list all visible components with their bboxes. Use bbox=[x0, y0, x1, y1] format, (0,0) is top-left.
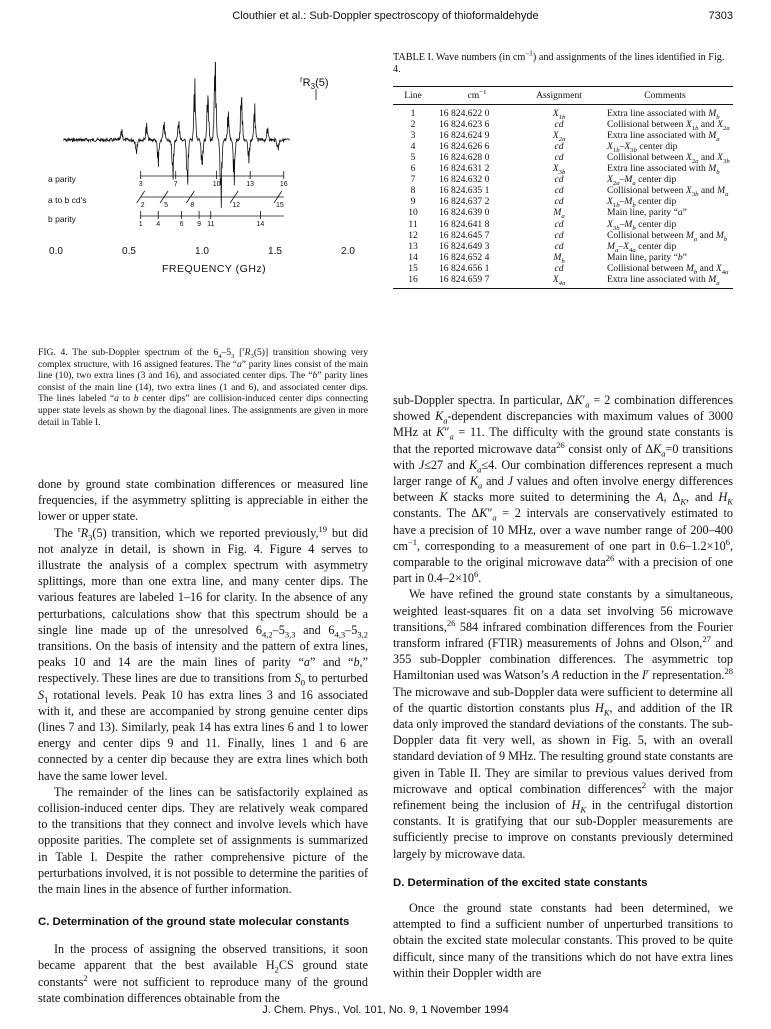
assignment-cell: cd bbox=[554, 174, 564, 186]
a-parity-tick-label: 16 bbox=[279, 181, 288, 188]
assignment-cell: cd bbox=[554, 185, 564, 197]
line-number-cell: 14 bbox=[408, 251, 418, 263]
paragraph: In the process of assigning the observed transitions, it soon became apparent that the best available $H_2CS$ ground state constants$^2$ were not sufficient to reproduce many of the ground state combination differences obtainable from the bbox=[38, 942, 368, 1005]
assignment-cell: cd bbox=[554, 141, 564, 153]
assignment-cell: $X_{4a}$ bbox=[521, 274, 597, 289]
right-column bbox=[393, 392, 733, 981]
table-row bbox=[393, 130, 733, 141]
comment-cell: $M_a-X_{4a}$ center dip bbox=[607, 240, 677, 254]
table-row bbox=[393, 185, 733, 196]
table-row bbox=[393, 163, 733, 174]
line-number-cell: 2 bbox=[410, 119, 416, 131]
comment-cell: $X_{3b}-M_b$ center dip bbox=[607, 218, 677, 232]
col-header-assignment: Assignment bbox=[521, 87, 597, 105]
comment-cell: Collisional between $X_{1b}$ and $X_{2a}$ bbox=[607, 119, 730, 132]
figure-4 bbox=[38, 62, 370, 332]
figure-4-plot bbox=[38, 62, 370, 332]
wavenumber-cell: 16 824.624 9 bbox=[439, 130, 490, 142]
a-parity-tick-label: 3 bbox=[138, 181, 143, 188]
b-parity-tick-label: 11 bbox=[207, 221, 215, 228]
wavenumber-cell: 16 824.649 3 bbox=[439, 240, 490, 252]
comment-cell: Collisional between $X_{3b}$ and $M_a$ bbox=[607, 185, 729, 199]
figure-top-label: $^rR_3(5)$ bbox=[300, 75, 329, 91]
running-title: Clouthier et al.: Sub-Doppler spectroscopy of thioformaldehyde bbox=[232, 10, 539, 22]
a-to-b-tick-label: 12 bbox=[232, 202, 241, 209]
wavenumber-cell: 16 824.635 1 bbox=[439, 185, 490, 197]
line-number-cell: 5 bbox=[410, 152, 416, 164]
wavenumber-cell: 16 824.652 4 bbox=[439, 251, 490, 263]
table-row bbox=[393, 263, 733, 274]
page-number: 7303 bbox=[708, 10, 733, 22]
line-number-cell: 11 bbox=[408, 218, 418, 230]
table-row bbox=[393, 119, 733, 130]
a-to-b-tick-label: 8 bbox=[190, 202, 195, 209]
table-row bbox=[393, 141, 733, 152]
left-column bbox=[38, 476, 368, 1006]
a-parity-tick-label: 10 bbox=[212, 181, 221, 188]
assignment-ladders bbox=[137, 171, 284, 219]
table-row bbox=[393, 207, 733, 218]
a-parity-tick-label: 13 bbox=[246, 181, 255, 188]
line-number-cell: 9 bbox=[410, 196, 416, 208]
line-number-cell: 15 bbox=[408, 262, 418, 274]
comment-cell: Main line, parity “a” bbox=[607, 207, 687, 219]
comment-cell: Extra line associated with $M_b$ bbox=[607, 163, 720, 177]
comment-cell: $X_{1b}-M_b$ center dip bbox=[607, 196, 677, 210]
paragraph: Once the ground state constants had been determined, we attempted to find a sufficient number of unperturbed transitions to obtain the excited state molecular constants. This proved to be quite difficult, since many of the transitions which do not have extra lines within their Doppler width are bbox=[393, 900, 733, 980]
line-number-cell: 4 bbox=[410, 141, 416, 153]
table-row bbox=[393, 105, 733, 120]
wavenumber-cell: 16 824.631 2 bbox=[439, 163, 490, 175]
wavenumber-cell: 16 824.645 7 bbox=[439, 229, 490, 241]
a-parity-tick-label: 7 bbox=[173, 181, 178, 188]
b-parity-tick-label: 4 bbox=[156, 221, 161, 228]
assignment-cell: $X_{1b}$ bbox=[552, 108, 566, 121]
table-row bbox=[393, 230, 733, 241]
wavenumber-cell: 16 824.656 1 bbox=[439, 262, 490, 274]
assignment-cell: cd bbox=[554, 196, 564, 208]
assignment-cell: cd bbox=[554, 262, 564, 274]
a-to-b-tick-label: 5 bbox=[164, 202, 168, 209]
paragraph: done by ground state combination differences or measured line frequencies, if the asymmetry splitting is appreciable in either the lower or upper state. bbox=[38, 477, 368, 524]
assignment-cell: cd bbox=[554, 229, 564, 241]
b-parity-tick-label: 6 bbox=[179, 221, 184, 228]
paragraph: The $^rR_3(5)$ transition, which we reported previously,$^{19}$ but did not analyze in detail, is shown in Fig. 4. Figure 4 serves to illustrate the analysis of a complex spectrum with asymmetry splittings, more than one extra line, and many center dips. The various features are labeled 1–16 for clarity. In the absence of any perturbations, calculations show that this spectrum should be a single line made up of the unresolved $6_{4,2}-5_{3,3}$ and $6_{4,3}-5_{3,2}$ transitions. On the basis of intensity and the pattern of extra lines, peaks 10 and 14 are the main lines of parity “a” and “b,” respectively. These lines are due to transitions from $S_0$ to perturbed $S_1$ rotational levels. Peak 10 has extra lines 3 and 16 associated with it, and these are accompanied by strong genuine center dips (lines 7 and 13). Similarly, peak 14 has extra lines 6 and 1 to lower energy and center dips 9 and 11. Finally, lines 1 and 6 are connected by a center dip because they are extra lines which both have the same lower level. bbox=[38, 523, 368, 783]
table-1-caption: TABLE I. Wave numbers (in $cm^{-1}$) and assignments of the lines identified in Fig. 4. bbox=[393, 49, 725, 76]
wavenumber-cell: 16 824.637 2 bbox=[439, 196, 490, 208]
table-row bbox=[393, 274, 733, 289]
table-row bbox=[393, 241, 733, 252]
paragraph: The remainder of the lines can be satisfactorily explained as collision-induced center dips. They are relatively weak compared to the transitions that they connect and involve levels which have opposite parities. The complete set of assignments is summarized in Table I. Despite the rather comprehensive picture of the perturbations involved, it is not possible to determine the parities of the main lines in the absence of further information. bbox=[38, 784, 369, 897]
a-to-b-tick-label: 15 bbox=[276, 202, 284, 209]
comment-cell: Main line, parity “b” bbox=[607, 251, 687, 263]
table-row bbox=[393, 152, 733, 163]
x-tick-labels bbox=[49, 246, 355, 257]
section-heading-c: C. Determination of the ground state molecular constants bbox=[38, 916, 350, 929]
col-header-wavenumber: $cm^{-1}$ bbox=[433, 87, 521, 105]
x-axis-label: FREQUENCY (GHz) bbox=[162, 263, 267, 275]
comment-cell: Extra line associated with $M_a$ bbox=[607, 130, 720, 144]
table-1-body bbox=[393, 105, 733, 289]
table-row bbox=[393, 174, 733, 185]
assignment-cell: $M_b$ bbox=[553, 251, 565, 265]
wavenumber-cell: 16 824.626 6 bbox=[439, 141, 490, 153]
wavenumber-cell: 16 824.623 6 bbox=[439, 119, 490, 131]
table-1 bbox=[393, 86, 733, 289]
ladder-tick-labels bbox=[139, 181, 288, 228]
a-to-b-tick-label: 2 bbox=[140, 202, 145, 209]
comment-cell: $X_{2a}-M_a$ center dip bbox=[607, 174, 677, 188]
paragraph: sub-Doppler spectra. In particular, $\Delta K'_a = 2$ combination differences showed $K_a$-dependent discrepancies with maximum values of 3000 MHz at $K''_a = 11$. The difficulty with the ground state constants is that the reported microwave data$^{26}$ consist only of $\Delta K_a=0$ transitions with J≤27 and $K_a\le 4$. Our combination differences represent a much larger range of $K_a$ and J values and often involve energy differences between K stacks more suited to determining the A, $\Delta_K$, and $H_K$ constants. The $\Delta K''_a = 2$ intervals are conservatively estimated to have a precision of 10 MHz, over a wave number range of 200–400 $cm^{-1}$, corresponding to a measurement of one part in $0.6-1.2\times 10^6$, comparable to the original microwave data$^{26}$ with a precision of one part in $0.4-2\times 10^6$. bbox=[393, 393, 733, 586]
line-number-cell: 7 bbox=[410, 174, 416, 186]
comment-cell: Collisional between $M_b$ and $X_{4a}$ bbox=[607, 262, 729, 276]
line-number-cell: 6 bbox=[410, 163, 416, 175]
col-header-comments: Comments bbox=[597, 87, 733, 105]
b-parity-tick-label: 1 bbox=[138, 221, 143, 228]
wavenumber-cell: 16 824.632 0 bbox=[439, 174, 490, 186]
assignment-cell: $M_a$ bbox=[553, 207, 565, 221]
assignment-cell: $X_{3b}$ bbox=[552, 163, 566, 177]
line-number-cell: 3 bbox=[410, 130, 416, 142]
section-heading-d: D. Determination of the excited state constants bbox=[393, 876, 648, 889]
line-number-cell: 13 bbox=[408, 240, 418, 252]
x-tick-label: 0.0 bbox=[49, 246, 63, 257]
line-number-cell: 12 bbox=[408, 229, 418, 241]
assignment-cell: cd bbox=[554, 240, 564, 252]
table-row bbox=[393, 252, 733, 263]
comment-cell: Extra line associated with $M_a$ bbox=[597, 274, 733, 289]
comment-cell: Extra line associated with $M_b$ bbox=[607, 108, 720, 121]
wavenumber-cell: 16 824.639 0 bbox=[439, 207, 490, 219]
wavenumber-cell: 16 824.641 8 bbox=[439, 218, 490, 230]
row-label-b-parity: b parity bbox=[48, 214, 76, 224]
assignment-cell: cd bbox=[554, 218, 564, 230]
journal-footer: J. Chem. Phys., Vol. 101, No. 9, 1 November 1994 bbox=[262, 1004, 509, 1016]
col-header-line: Line bbox=[393, 87, 433, 105]
wavenumber-cell: 16 824.622 0 bbox=[439, 108, 490, 120]
x-tick-label: 2.0 bbox=[341, 246, 355, 257]
line-number-cell: 10 bbox=[408, 207, 418, 219]
x-tick-label: 1.5 bbox=[268, 246, 282, 257]
comment-cell: $X_{1b}-X_{3b}$ center dip bbox=[607, 141, 678, 155]
row-label-a-parity: a parity bbox=[48, 174, 76, 184]
assignment-cell: $X_{2a}$ bbox=[552, 130, 566, 144]
b-parity-tick-label: 14 bbox=[256, 221, 265, 228]
x-tick-label: 0.5 bbox=[122, 246, 136, 257]
wavenumber-cell: 16 824.628 0 bbox=[439, 152, 490, 164]
comment-cell: Collisional between $X_{2a}$ and $X_{3b}$ bbox=[607, 152, 730, 166]
assignment-cell: cd bbox=[554, 119, 564, 131]
line-number-cell: 8 bbox=[410, 185, 416, 197]
line-number-cell: 1 bbox=[410, 108, 416, 120]
table-row bbox=[393, 196, 733, 207]
wavenumber-cell: 16 824.659 7 bbox=[433, 274, 521, 289]
assignment-cell: cd bbox=[554, 152, 564, 164]
comment-cell: Collisional between $M_a$ and $M_b$ bbox=[607, 229, 728, 243]
line-number-cell: 16 bbox=[393, 274, 433, 289]
b-parity-tick-label: 9 bbox=[197, 221, 202, 228]
paragraph: We have refined the ground state constants by a simultaneous, weighted least-squares fit on a data set involving 56 microwave transitions,$^{26}$ 584 infrared combination differences from the Fourier transform infrared (FTIR) measurements of Johns and Olson,$^{27}$ and 355 sub-Doppler combination differences. The asymmetric top Hamiltonian used was Watson’s A reduction in the $I^r$ representation.$^{28}$ The microwave and sub-Doppler data were sufficient to determine all of the quartic distortion constants plus $H_K$, and addition of the IR data only improved the standard deviations of the constants. The sub-Doppler data fit very well, as shown in Fig. 5, with an overall standard deviation of 9 MHz. The resulting ground state constants are given in Table II. They are similar to previous values derived from microwave and optical combination differences$^2$ with the major refinement being the inclusion of $H_K$ in the centrifugal distortion constants. It is gratifying that our sub-Doppler measurements are sufficiently precise to improve on constants previously determined largely by microwave data. bbox=[393, 587, 734, 861]
table-row bbox=[393, 219, 733, 230]
figure-4-caption: FIG. 4. The sub-Doppler spectrum of the $6_4-5_3$ $[^rR_3(5)]$ transition showing very complex structure, with 16 assigned features. The “a” parity lines consist of the main line (10), two extra lines (3 and 16), and associated center dips. The “b” parity lines consist of the main line (14), two extra lines (1 and 6), and associated center dips. The lines labeled “a to b center dips” are collision-induced center dips connecting upper state levels as shown by the diagonal lines. The assignments are given in more detail in Table I. bbox=[38, 345, 369, 428]
row-label-a-to-b: a to b cd's bbox=[48, 195, 87, 205]
x-tick-label: 1.0 bbox=[195, 246, 209, 257]
